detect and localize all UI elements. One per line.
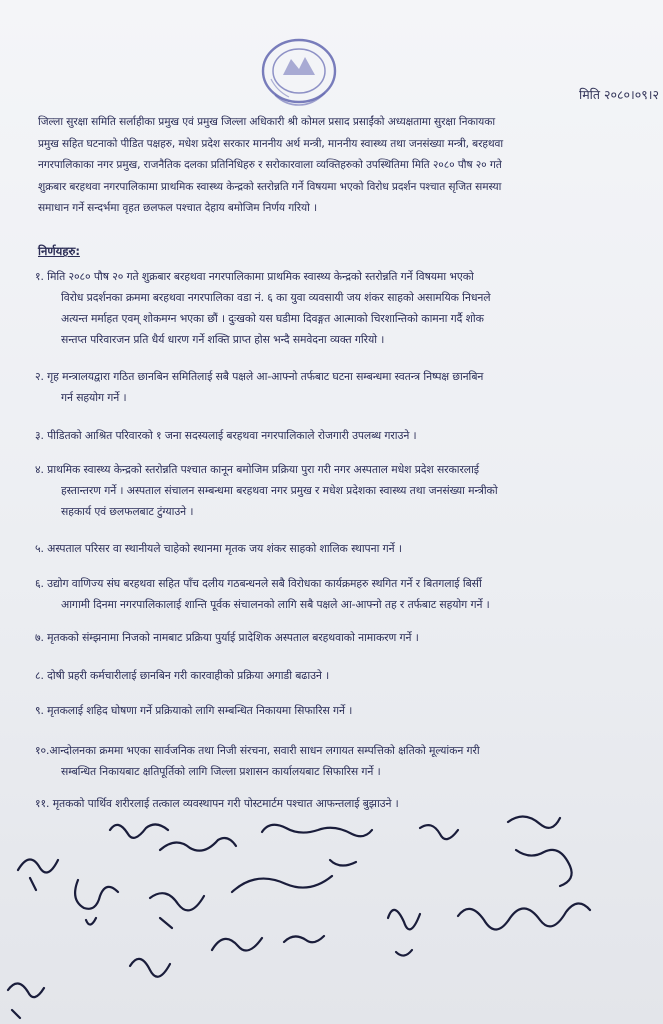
decision-item-6: [35, 573, 663, 615]
decision-line: ४. प्राथमिक स्वास्थ्य केन्द्रको स्तरोन्नति पश्चात कानून बमोजिम प्रक्रिया पुरा गरी नगर अस्पताल मधेश प्रदेश सरकारलाई: [35, 463, 479, 476]
decision-line: ८. दोषी प्रहरी कर्मचारीलाई छानबिन गरी कारवाहीको प्रक्रिया अगाडी बढाउने ।: [35, 669, 330, 682]
signature: [508, 816, 560, 827]
signature: [130, 959, 170, 977]
signature: [110, 824, 168, 837]
decision-item-5: [35, 538, 663, 559]
decision-line: आगामी दिनमा नगरपालिकालाई शान्ति पूर्वक संचालनको लागि सबै पक्षले आ-आफ्नो तह र तर्फबाट सहयोग गर्ने ।: [61, 598, 490, 611]
decision-item-7: [35, 627, 663, 648]
decision-line: सन्तप्त परिवारजन प्रति धैर्य धारण गर्ने शक्ति प्राप्त होस भन्दै समवेदना व्यक्त गरियो ।: [61, 333, 385, 346]
document-date: मिति २०८०।०९।२: [578, 87, 659, 102]
signature: [232, 876, 332, 892]
decision-line: ७. मृतकको संम्झनामा निजको नामबाट प्रक्रिया पुर्याई प्रादेशिक अस्पताल बरहथवाको नामाकरण गर्ने ।: [35, 631, 419, 644]
decision-item-8: [35, 665, 663, 686]
decision-line: सम्बन्धित निकायबाट क्षतिपूर्तिको लागि जिल्ला प्रशासन कार्यालयबाट सिफारिस गर्ने ।: [61, 765, 381, 778]
decision-line: हस्तान्तरण गर्ने । अस्पताल संचालन सम्बन्धमा बरहथवा नगर प्रमुख र मधेश प्रदेशका स्वास्थ्य तथा जनसंख्या मन्त्रीको: [61, 484, 498, 497]
signature: [212, 936, 324, 951]
intro-line: समाधान गर्ने सन्दर्भमा वृहत छलफल पश्चात देहाय बमोजिम निर्णय गरियो ।: [38, 202, 318, 214]
decision-line: १०.आन्दोलनका क्रममा भएका सार्वजनिक तथा निजी संरचना, सवारी साधन लगायत सम्पत्तिको क्षतिको मूल्यांकन गरी: [35, 744, 480, 757]
decision-item-10: [35, 740, 663, 782]
decision-line: १. मिति २०८० पौष २० गते शुक्रबार बरहथवा नगरपालिकामा प्राथमिक स्वास्थ्य केन्द्रको स्तरोन्नति गर्ने विषयमा भएको: [35, 270, 474, 283]
signature: [75, 880, 118, 925]
signature: [160, 838, 236, 851]
intro-line: प्रमुख सहित घटनाको पीडित पक्षहरु, मधेश प्रदेश सरकार माननीय अर्थ मन्त्री, माननीय स्वास्थ्य तथा जनसंख्या मन्त्री, बरहथवा: [38, 137, 504, 150]
decision-line: ५. अस्पताल परिसर वा स्थानीयले चाहेको स्थानमा मृतक जय शंकर साहको शालिक स्थापना गर्ने ।: [35, 542, 402, 555]
decision-line: २. गृह मन्त्रालयद्वारा गठित छानबिन समितिलाई सबै पक्षले आ-आफ्नो तर्फबाट घटना सम्बन्धमा स्वतन्त्र निष्पक्ष छानबिन: [35, 370, 484, 383]
decision-line: सहकार्य एवं छलफलबाट टुंग्याउने ।: [61, 505, 194, 518]
intro-paragraph: [38, 112, 663, 220]
decision-line: ६. उद्योग वाणिज्य संघ बरहथवा सहित पाँच दलीय गठबन्धनले सबै विरोधका कार्यक्रमहरु स्थगित गर्ने र बितगलाई बिर्सी: [35, 577, 482, 590]
intro-line: नगरपालिकाका नगर प्रमुख, राजनैतिक दलका प्रतिनिधिहरु र सरोकारवाला व्यक्तिहरुको उपस्थितिमा मिति २०८० पौष २० गते: [38, 159, 502, 171]
decision-line: गर्न सहयोग गर्ने ।: [61, 391, 127, 404]
signature: [150, 893, 204, 928]
signature: [458, 903, 590, 929]
decision-item-9: [35, 700, 663, 721]
intro-line: जिल्ला सुरक्षा समिति सर्लाहीका प्रमुख एवं प्रमुख जिल्ला अधिकारी श्री कोमल प्रसाद प्रसाईंको अध्यक्षतामा सुरक्षा निकायका: [38, 116, 495, 128]
signature: [420, 825, 458, 839]
signature: [18, 859, 58, 890]
decision-line: ९. मृतकलाई शहिद घोषणा गर्ने प्रक्रियाको लागि सम्बन्धित निकायमा सिफारिस गर्ने ।: [35, 704, 353, 717]
decision-item-1: [35, 266, 663, 350]
decision-item-4: [35, 459, 663, 522]
decision-line: विरोध प्रदर्शनका क्रममा बरहथवा नगरपालिका वडा नं. ६ का युवा व्यवसायी जय शंकर साहको असामयिक निधनले: [61, 291, 491, 304]
signature: [516, 850, 572, 886]
decision-item-2: [35, 366, 663, 408]
intro-line: शुक्रबार बरहथवा नगरपालिकामा प्राथमिक स्वास्थ्य केन्द्रको स्तरोन्नति गर्ने विषयमा भएको विरोध प्रदर्शन पश्चात सृजित समस्या: [38, 180, 502, 193]
signature: [388, 910, 420, 956]
decision-line: ३. पीडितको आश्रित परिवारको १ जना सदस्यलाई बरहथवा नगरपालिकाले रोजगारी उपलब्ध गराउने ।: [35, 429, 417, 442]
decision-line: अत्यन्त मर्माहत एवम् शोकमग्न भएका छौं । दुःखको यस घडीमा दिवङ्गत आत्माको चिरशान्तिको कामना गर्दै शोक: [61, 312, 484, 325]
decision-item-3: [35, 425, 663, 446]
decisions-heading: निर्णयहरु:: [38, 244, 80, 258]
official-seal-icon: [255, 35, 343, 113]
signature: [8, 983, 44, 1018]
signatures-block: [0, 800, 663, 1024]
decision-line: ११. मृतकको पार्थिव शरीरलाई तत्काल व्यवस्थापन गरी पोस्टमार्टम पश्चात आफन्तलाई बुझाउने ।: [35, 797, 399, 810]
signature: [262, 825, 372, 866]
